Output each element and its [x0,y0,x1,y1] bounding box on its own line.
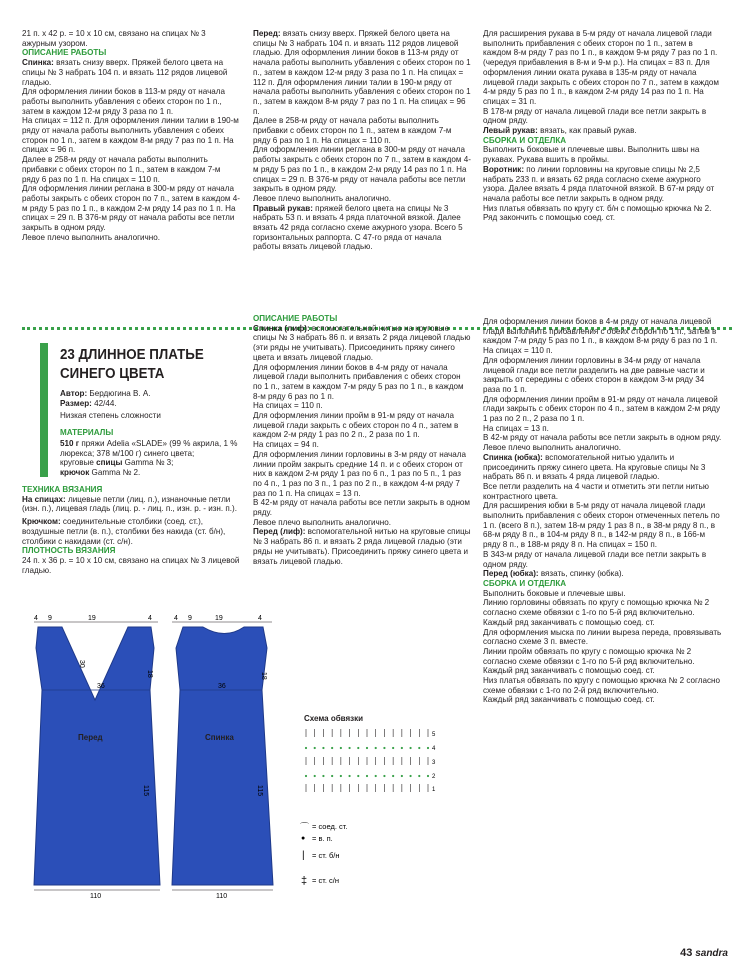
legend-symbol: ⌒ [300,822,310,832]
paragraph: Для расширения юбки в 5-м ряду от начала лицевой глади выполнить прибавления с обеих сторон отмеченных петель по 1 п. (всего 8 п.), затем 18-м ряду 1 раз 8 п., в 38-м ряду 8 п., в 68-м ряду 8 п., в 104-м ряду 8 п., в 142-м ряду 8 п., в 166-м ряду 8 п., в 188-м ряду 8 п. На спицах = 150 п. [483,501,720,550]
paragraph: Далее в 258-м ряду от начала работы выполнить прибавки с обеих сторон по 1 п., затем в каждом 7-м ряду 6 раз по 1 п. На спицах = 110 п. [253,116,452,145]
paragraph: Для оформления линии боков в 4-м ряду от начала лицевой глади выполнить прибавления с обеих сторон по 1 п., затем в каждом 7-м ряду 5 раз по 1 п., в каждом 8-м ряду 6 раз по 1 п. [483,317,718,346]
paragraph: Для оформления линии реглана в 300-м ряду от начала работы закрыть с обеих сторон по 7 п., затем в каждом 4-м ряду 5 раз по 1 п., в каждом 2-м ряду 14 раз по 1 п. На спицах = 29 п. В 376-м ряду от начала работы все петли закрыть в одном ряду. [22,184,240,233]
scheme-chain [314,747,316,749]
density-heading: ПЛОТНОСТЬ ВЯЗАНИЯ [22,546,116,556]
paragraph: В 343-м ряду от начала лицевой глади все петли закрыть в одном ряду. [483,549,707,569]
row-number: 2 [432,774,436,780]
scheme-chain [331,747,333,749]
front-text: вязать снизу вверх. Пряжей белого цвета на спицы № 3 набрать 104 п. и вязать 112 рядов лицевой гладью. Для оформления линии боков в 113-м ряду от начала работы выполнить убавления с обеих сторон по 1 п., затем в каждом 12-м ряду 3 раза по 1 п. На спицах = 112 п. Для оформления линии талии в 190-м ряду от начала работы выполнить убавления с обеих сторон по 1 п., затем в каждом 8-м ряду 7 раз по 1 п. На спицах = 96 п. [253,29,471,116]
yarn-weight: 510 г [60,438,80,448]
paragraph: На спицах = 13 п. [483,423,549,433]
paragraph: Для оформления линии реглана в 300-м ряду от начала работы закрыть с обеих сторон по 7 п., затем в каждом 4-м ряду 5 раз по 1 п., в каждом 2-м ряду 14 раз по 1 п. На спицах = 29 п. В 376-м ряду от начала работы все петли закрыть в одном ряду. [253,145,471,194]
dim-label: 9 [188,615,192,622]
scheme-chain [366,775,368,777]
scheme-chain [392,775,394,777]
paragraph: Каждый ряд заканчивать с помощью соед. ст. [483,666,655,676]
paragraph: Далее в 258-м ряду от начала работы выполнить прибавки с обеих сторон по 1 п., затем в каждом 7-м ряду 6 раз по 1 п. На спицах = 110 п. [22,155,221,184]
section-heading: СБОРКА И ОТДЕЛКА [483,135,567,145]
paragraph: В 178-м ряду от начала лицевой глади все петли закрыть в одном ряду. [483,106,707,126]
scheme-chain [409,747,411,749]
legend-text: = соед. ст. [312,822,348,831]
paragraph: В 42-м ряду от начала работы все петли закрыть в одном ряду. [253,498,470,518]
scheme-chain [418,747,420,749]
tech-crochet-text: соединительные столбики (соед. ст.), воздушные петли (в. п.), столбики без накида (ст. б/н), столбики с накидами (ст. с/н). [22,517,226,546]
paragraph: Левое плечо выполнить аналогично. [253,193,391,203]
dim-label: 18 [146,670,153,678]
scheme-chain [392,747,394,749]
back-dress-shape [172,627,273,885]
scheme-chain [322,747,324,749]
hook-desc: Gamma № 2. [89,467,141,477]
dim-label: 4 [34,615,38,622]
dim-label: 110 [90,893,102,900]
needles-prefix: круговые [60,458,97,468]
scheme-chain [418,775,420,777]
tech-knit-text: лицевые петли (лиц. п.), изнаночные петли (изн. п.), лицевая гладь (лиц. р. - лиц. п., изн. р. - изн. п.). [22,494,237,514]
dim-label: 18 [260,672,267,680]
legend-symbol: ● [301,835,306,842]
legend-text: = ст. б/н [312,851,340,860]
scheme-title: Схема обвязки [304,714,364,723]
scheme-chain [383,747,385,749]
paragraph: Все петли разделить на 4 части и отметить эти петли нитью контрастного цвета. [483,481,709,501]
sleeve-label: Правый рукав: [253,203,313,213]
row-number: 5 [432,732,436,738]
front-bodice-label: Перед (лиф): [253,527,306,537]
back-piece-label: Спинка [205,733,234,742]
dim-label: 110 [216,893,228,900]
legend-symbol: ‡ [301,875,308,887]
scheme-chain [357,747,359,749]
paragraph: Для оформления мыска по линии выреза переда, провязывать согласно схеме 3 п. вместе. [483,627,722,647]
paragraph: На спицах = 110 п. [483,346,553,356]
sleeve-text: пряжей белого цвета на спицы № 3 набрать 53 п. и вязать 4 ряда платочной вязкой. Далее вязать 42 ряда согласно схеме ажурного узора. Всего 5 горизонтальных раппорта. С 47-го ряда от начала работы вязать лицевой гладью. [253,203,463,252]
dim-label: 36 [218,683,226,690]
scheme-chain [375,775,377,777]
paragraph: Каждый ряд заканчивать с помощью соед. ст. [483,695,655,705]
author-value: Бердюгина В. А. [87,389,151,398]
density-text: 24 п. х 36 р. = 10 х 10 см, связано на спицах № 3 лицевой гладью. [22,555,240,575]
needles-desc: Gamma № 3; [122,458,174,468]
scheme-chain [331,775,333,777]
skirt-back-text: вспомогательной нитью удалить и присоединить пряжу синего цвета. На круговые спицы № 3 набрать 86 п. и вязать 4 ряда лицевой гладью. [483,452,706,482]
paragraph: Низ платья обвязать по кругу с помощью крючка № 2 согласно схеме обвязки с 1-го по 2-й ряд включительно. [483,676,721,695]
dim-label: 19 [88,615,96,622]
skirt-front-label: Перед (юбка): [483,569,539,579]
dim-label: 4 [258,615,262,622]
scheme-chain [348,775,350,777]
paragraph: На спицах = 110 п. [253,401,323,411]
paragraph: Линию горловины обвязать по кругу с помощью крючка № 2 согласно схеме обвязки с 1-го по 5-й ряд включительно. [483,598,710,618]
scheme-chain [305,775,307,777]
size-value: 42/44. [91,398,117,408]
paragraph: Выполнить боковые и плечевые швы. Выполнить швы на рукавах. Рукава вшить в проймы. [483,145,700,165]
difficulty: Низкая степень сложности [60,411,161,421]
paragraph: Выполнить боковые и плечевые швы. [483,588,626,598]
dim-label: 4 [148,615,152,622]
scheme-chain [348,747,350,749]
hook-label: крючок [60,467,90,477]
front-dress-shape [34,627,160,885]
scheme-chain [322,775,324,777]
paragraph: Для оформления линии пройм в 91-м ряду от начала лицевой глади закрыть с обеих сторон по 4 п., затем в каждом 2-м ряду 1 раз по 2 п., 2 раза по 1 п. [253,411,459,440]
scheme-chain [401,747,403,749]
dim-label: 19 [215,615,223,622]
scheme-chain [401,775,403,777]
front-label: Перед: [253,29,281,38]
row-number: 4 [432,746,436,752]
scheme-chain [383,775,385,777]
paragraph: В 42-м ряду от начала работы все петли закрыть в одном ряду. [483,433,722,443]
scheme-chain [427,775,429,777]
paragraph: Линии пройм обвязать по кругу с помощью крючка № 2 согласно схеме обвязки с 1-го по 5-й ряд включительно. [483,646,695,666]
left-sleeve-text: вязать, как правый рукав. [537,126,637,136]
scheme-chain [409,775,411,777]
section-heading: ОПИСАНИЕ РАБОТЫ [253,314,338,323]
page-footer [680,949,728,959]
scheme-chain [375,747,377,749]
paragraph: Для оформления линии боков в 113-м ряду от начала работы выполнить убавления с обеих сторон по 1 п., затем в каждом 12-м ряду 3 раза по 1 п. [22,87,226,116]
back-bodice-text: вспомогательной нитью на круговые спицы № 3 набрать 86 п. и вязать 2 ряда лицевой гладью (эти ряды не учитывать). Присоединить пряжу синего цвета и вязать лицевой гладью. [253,323,471,362]
back-bodice-label: Спинка (лиф): [253,323,310,333]
scheme-chain [305,747,307,749]
scheme-grid [305,729,429,792]
section-heading: ОПИСАНИЕ РАБОТЫ [22,48,107,58]
front-piece-label: Перед [78,733,103,742]
intro-text: 21 п. x 42 р. = 10 х 10 см, связано на спицах № 3 ажурным узором. [22,29,206,48]
paragraph: На спицах = 94 п. [253,440,319,450]
technique-heading: ТЕХНИКА ВЯЗАНИЯ [22,485,103,494]
skirt-back-label: Спинка (юбка): [483,452,543,462]
paragraph: Левое плечо выполнить аналогично. [483,443,621,453]
dim-label: 4 [174,615,178,622]
front-bodice-text: вспомогательной нитью на круговые спицы № 3 набрать 86 п. и вязать 2 ряда лицевой гладью (эти ряды не учитывать). Присоединить пряжу синего цвета и вязать лицевой гладью. [253,527,471,566]
collar-label: Воротник: [483,164,525,174]
scheme-chain [340,775,342,777]
row-number: 3 [432,760,436,766]
size-label: Размер: [60,398,92,408]
legend-text: = ст. с/н [312,876,339,885]
dim-label: 115 [256,785,263,797]
paragraph: Для оформления линии горловины в 3-м ряду от начала линии пройм закрыть средние 14 п. и с обеих сторон от них в каждом 2-м ряду 1 раз по 6 п., 1 раз по 5 п., 1 раз по 4 п., 1 раз по 3 п., 1 раз по 2 п., в каждом 4-м ряду 7 раз по 1 п. На спицах = 13 п. [253,449,466,498]
legend-text: = в. п. [312,834,333,843]
pattern-title: 23 ДЛИННОЕ ПЛАТЬЕ СИНЕГО ЦВЕТА [60,347,204,382]
legend-symbol: | [302,850,305,861]
scheme-chain [427,747,429,749]
magazine-brand: sandra [695,948,728,960]
paragraph: Для оформления линии боков в 4-м ряду от начала лицевой глади выполнить прибавления с обеих сторон по 1 п., затем в каждом 7-м ряду 5 раз по 1 п., в каждом 8-м ряду 6 раз по 1 п. [253,362,464,401]
tech-crochet-label: Крючком: [22,517,61,527]
left-sleeve-label: Левый рукав: [483,126,538,136]
scheme-chain [314,775,316,777]
scheme-chain [340,747,342,749]
author-label: Автор: [60,389,88,398]
needles-label: спицы [96,458,123,468]
paragraph: Для оформления линии горловины в 34-м ряду от начала лицевой глади все петли разделить на две равные части и закрыть от середины с обеих сторон в каждом 3-м ряду 34 раза по 1 п. [483,355,705,394]
dim-label: 30 [78,660,85,668]
paragraph: Для расширения рукава в 5-м ряду от начала лицевой глади выполнить прибавления с обеих сторон по 1 п., затем в каждом 8-м ряду 7 раз по 1 п., в каждом 9-м ряду 7 раз по 1 п. (чередуя прибавления в 8-м и 9-м р.). На спицах = 83 п. Для оформления линии оката рукава в 135-м ряду от начала лицевой глади закрыть с обеих сторон по 7 п., затем в каждом 4-м ряду 5 раз по 1 п., в каждом 2-м ряду 14 раз по 1 п. На спицах = 31 п. [483,29,719,106]
page-number: 43 [680,947,693,960]
tech-knit-label: На спицах: [22,494,66,504]
paragraph: Каждый ряд заканчивать с помощью соед. ст. [483,617,655,627]
paragraph: Низ платья обвязать по кругу ст. б/н с помощью крючка № 2. Ряд закончить с помощью соед. ст. [483,203,712,223]
paragraph: Для оформления линии пройм в 91-м ряду от начала лицевой глади закрыть с обеих сторон по 4 п., затем в каждом 2-м ряду 1 раз по 2 п., 2 раза по 1 п. [483,394,721,424]
section-heading: СБОРКА И ОТДЕЛКА [483,578,567,588]
paragraph: Левое плечо выполнить аналогично. [22,232,160,242]
collar-text: по линии горловины на круговые спицы № 2,5 набрать 233 п. и вязать 62 ряда согласно схеме ажурного узора. Далее вязать 4 ряда платочной вязкой. В 67-м ряду от начала работы все петли закрыть в одном ряду. [483,164,715,203]
scheme-chain [357,775,359,777]
materials-heading: МАТЕРИАЛЫ [60,428,114,438]
dim-label: 36 [97,683,105,690]
paragraph: На спицах = 112 п. Для оформления линии талии в 190-м ряду от начала работы выполнить убавления с обеих сторон по 1 п., затем в каждом 8-м ряду 7 раз по 1 п. На спицах = 96 п. [22,116,239,155]
dim-label: 115 [142,785,149,797]
back-label: Спинка: [22,58,54,68]
dim-label: 9 [48,615,52,622]
back-text: вязать снизу вверх. Пряжей белого цвета на спицы № 3 набрать 104 п. и вязать 112 рядов лицевой гладью. [22,58,228,87]
yarn-desc: пряжи Adelia «SLADE» (99 % акрила, 1 % люрекса; 378 м/100 г) синего цвета; [60,438,238,458]
skirt-front-text: вязать, спинку (юбка). [538,569,624,579]
paragraph: Левое плечо выполнить аналогично. [253,517,391,527]
row-number: 1 [432,787,436,793]
scheme-chain [366,747,368,749]
